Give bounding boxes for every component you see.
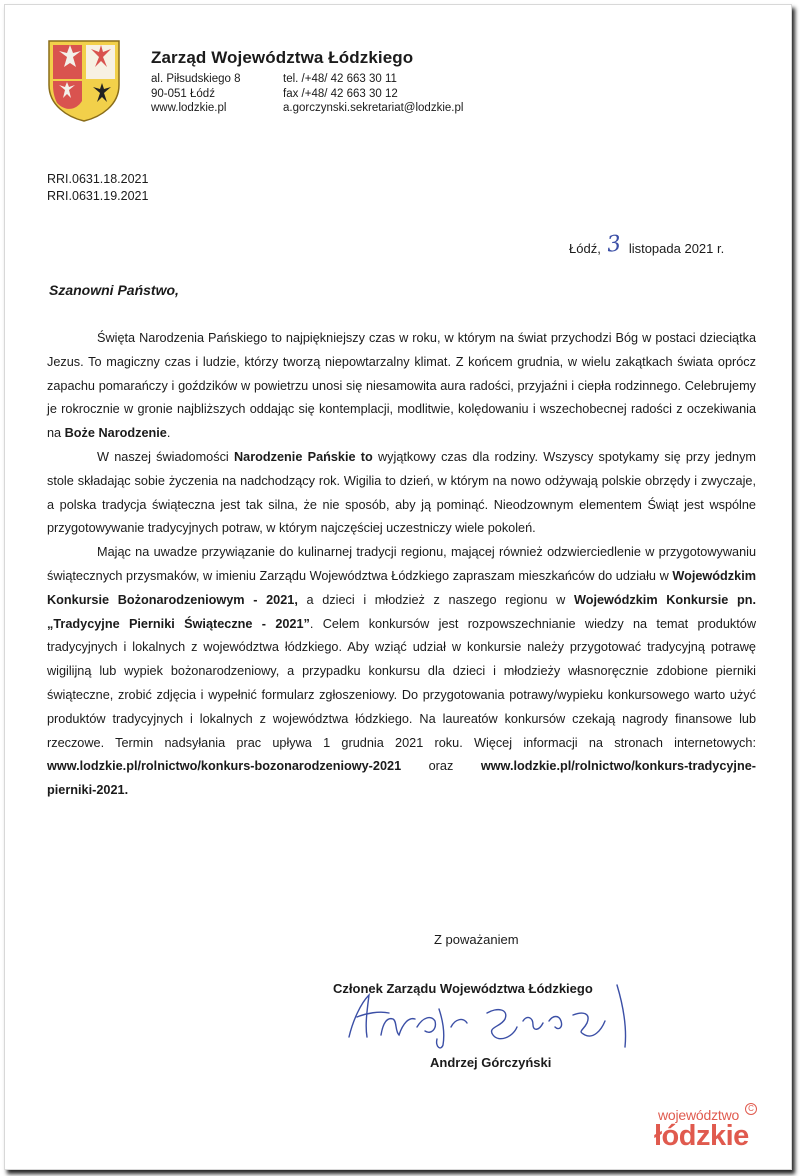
date-day-handwritten: 3 <box>605 231 623 258</box>
reference-number: RRI.0631.19.2021 <box>47 189 149 203</box>
logo-line1: województwo <box>658 1107 740 1123</box>
letter-body <box>47 327 756 803</box>
letter-date <box>569 231 725 259</box>
address-city: 90-051 Łódź <box>151 87 215 100</box>
region-logo <box>650 1103 760 1155</box>
fax-number: fax /+48/ 42 663 30 12 <box>283 87 398 100</box>
copyright-icon: C <box>745 1103 757 1115</box>
paragraph: Święta Narodzenia Pańskiego to najpiękniejszy czas w roku, w którym na świat przychodzi Bóg w postaci dzieciątka Jezus. To magiczny czas i ludzie, którzy tworzą niepowtarzalny klimat. Z końcem grudnia, w wielu zakątkach świata oprócz zapachu pomarańczy i goździków w powietrzu unosi się niesamowita aura radości, przyjaźni i ciepła rodzinnego. Celebrujemy je rokrocznie w gronie najbliższych oddając się kontemplacji, modlitwie, kolędowaniu i wszechobecnej radości z oczekiwania na Boże Narodzenie. <box>47 331 756 441</box>
signatory-name: Andrzej Górczyński <box>430 1055 552 1070</box>
phone-number: tel. /+48/ 42 663 30 11 <box>283 73 397 85</box>
date-month-year: listopada 2021 r. <box>628 241 725 256</box>
paragraph: W naszej świadomości Narodzenie Pańskie to wyjątkowy czas dla rodziny. Wszyscy spotykamy się przy jednym stole składając sobie życzenia na nadchodzący rok. Wigilia to dzień, w którym na nowo odżywają polskie obrzędy i zwyczaje, a polska tradycja świąteczna jest tak silna, że nie sposób, aby ją pominąć. Nieodzownym elementem Świąt jest wspólne przygotowywanie tradycyjnych potraw, w którym najczęściej uczestniczy wiele pokoleń. <box>47 449 756 536</box>
email-link[interactable]: a.gorczynski.sekretariat@lodzkie.pl <box>283 102 464 114</box>
organization-name: Zarząd Województwa Łódzkiego <box>151 48 414 67</box>
contact-block <box>283 72 463 116</box>
contest-link[interactable]: www.lodzkie.pl/rolnictwo/konkurs-bozonarodzeniowy-2021 <box>47 759 402 774</box>
gingerbread-contest-link[interactable]: www.lodzkie.pl/rolnictwo/konkurs-tradycyjne-pierniki-2021. <box>47 759 756 798</box>
reference-numbers <box>47 171 148 205</box>
signatory-title: Członek Zarządu Województwa Łódzkiego <box>333 981 593 996</box>
address-street: al. Piłsudskiego 8 <box>151 73 241 85</box>
date-city: Łódź, <box>569 241 601 256</box>
handwritten-signature <box>327 965 657 1055</box>
salutation: Szanowni Państwo, <box>49 282 179 298</box>
coat-of-arms-icon <box>47 39 121 123</box>
address-block <box>151 72 241 116</box>
closing-phrase: Z poważaniem <box>434 932 519 947</box>
website-link[interactable]: www.lodzkie.pl <box>151 102 227 114</box>
paragraph: Mając na uwadze przywiązanie do kulinarnej tradycji regionu, mającej również odzwierciedlenie w przygotowywaniu świątecznych przysmaków, w imieniu Zarządu Województwa Łódzkiego zapraszam mieszkańców do udziału w Wojewódzkim Konkursie Bożonarodzeniowym - 2021, a dzieci i młodzież z naszego regionu w Wojewódzkim Konkursie pn. „Tradycyjne Pierniki Świąteczne - 2021”. Celem konkursów jest rozpowszechnianie wiedzy na temat produktów tradycyjnych i lokalnych z województwa łódzkiego. Aby wziąć udział w konkursie należy przygotować tradycyjną potrawę wigilijną lub wypiek bożonarodzeniowy, a przypadku konkursu dla dzieci i młodzieży własnoręcznie zdobione pierniki świąteczne, zrobić zdjęcia i wypełnić formularz zgłoszeniowy. Do przygotowania potrawy/wypieku konkursowego warto użyć produktów tradycyjnych i lokalnych z województwa łódzkiego. Na laureatów konkursów czekają nagrody finansowe lub rzeczowe. Termin nadsyłania prac upływa 1 grudnia 2021 roku. Więcej informacji na stronach internetowych: www.lodzkie.pl/rolnictwo/konkurs-bozonarodzeniowy-2021 oraz www.lodzkie.pl/rolnictwo/konkurs-tradycyjne-pierniki-2021. <box>47 545 756 798</box>
reference-number: RRI.0631.18.2021 <box>47 172 149 186</box>
letter-page <box>4 4 792 1170</box>
logo-line2: łódzkie <box>654 1120 749 1152</box>
